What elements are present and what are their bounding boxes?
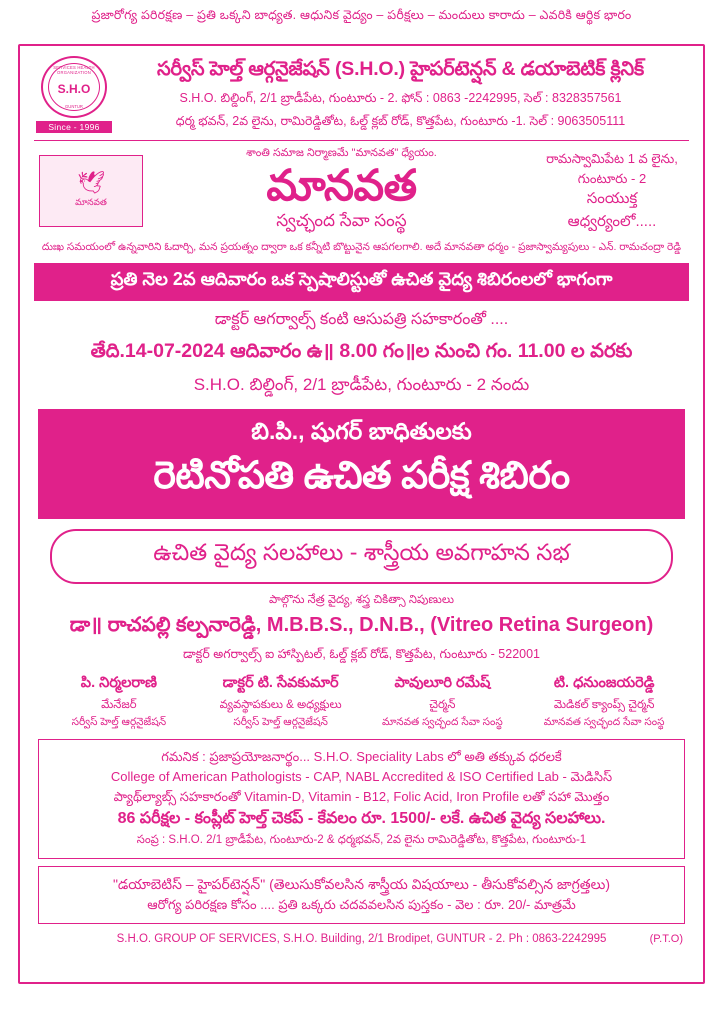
- divider-1: [34, 140, 689, 141]
- dove-icon: 🕊: [77, 170, 105, 196]
- manavata-right-line4: ఆధ్వర్యంలో.....: [567, 212, 657, 230]
- official-org: మానవత స్వచ్ఛంద సేవా సంస్థ: [543, 716, 665, 729]
- sho-since-badge: Since - 1996: [36, 121, 112, 133]
- sho-seal-icon: [41, 56, 107, 118]
- sho-header: [32, 56, 691, 133]
- doctor-name: డా॥ రాచపల్లి కల్పనారెడ్డి, M.B.B.S., D.N.B., (Vitreo Retina Surgeon): [69, 614, 654, 637]
- main-announcement-line2: రెటినోపతి ఉచిత పరీక్ష శిబిరం: [153, 455, 570, 498]
- manavata-title: మానవత: [266, 162, 417, 210]
- official-role: చైర్మన్: [429, 699, 456, 712]
- sho-logo-block: [36, 56, 112, 133]
- official-role: మెడికల్ క్యాంప్స్ చైర్మన్: [553, 699, 655, 712]
- manavata-right-line2: గుంటూరు - 2: [577, 170, 647, 186]
- footer-pto: (P.T.O): [649, 933, 683, 945]
- sho-org-name: సర్వీస్ హెల్త్ ఆర్గనైజేషన్ (S.H.O.) హైపర్‌టెన్షన్ & డయాబెటిక్ క్లినిక్: [157, 58, 644, 80]
- lab-notice-line5: సంప్ర : S.H.O. 2/1 బ్రాడీపేట, గుంటూరు-2 & ధర్మభవన్, 2వ లైను రామిరెడ్డితోట, కొత్తపేట, గుంటూరు-1: [136, 834, 587, 846]
- manavata-center: [146, 147, 537, 235]
- footer-text: S.H.O. GROUP OF SERVICES, S.H.O. Building, 2/1 Brodipet, GUNTUR - 2. Ph : 0863-2242995: [116, 933, 607, 945]
- doctor-hospital: డాక్టర్ అగర్వాల్స్ ఐ హాస్పిటల్, ఓల్డ్ క్లబ్ రోడ్, కొత్తపేట, గుంటూరు - 522001: [182, 647, 541, 662]
- manavata-right-line3: సంయుక్త: [586, 190, 638, 208]
- collaboration-line: డాక్టర్ ఆగర్వాల్స్ కంటి ఆసుపత్రి సహకారంతో ....: [214, 311, 509, 329]
- official-name: డాక్టర్ టి. సేవకుమార్: [222, 675, 339, 692]
- official-org: సర్వీస్ హెల్త్ ఆర్గనైజేషన్: [71, 716, 167, 729]
- book-notice-line1: "డయాబెటిస్ – హైపర్‌టెన్షన్" (తెలుసుకోవలసిన శాస్త్రీయ విషయాలు - తీసుకోవల్సిన జాగ్రత్తలు): [112, 875, 611, 892]
- manavata-subtitle: స్వచ్ఛంద సేవా సంస్థ: [276, 211, 407, 231]
- lab-notice-line1: గమనిక : ప్రజాప్రయోజనార్థం... S.H.O. Speciality Labs లో అతి తక్కువ ధరలకే: [161, 748, 562, 764]
- main-announcement-box: [38, 409, 685, 519]
- seal-bottom-text: GUNTUR: [65, 104, 83, 109]
- main-announcement-line1: బి.పి., షుగర్ బాధితులకు: [251, 418, 472, 445]
- official-card: [200, 675, 362, 730]
- top-tagline: ప్రజారోగ్య పరిరక్షణ – ప్రతి ఒక్కని బాధ్యత. ఆధునిక వైద్యం – పరీక్షలు – మందులు కారాదు – ఎవరికి ఆర్థిక భారం: [91, 8, 632, 22]
- specialist-caption: పాల్గొను నేత్ర వైద్య, శస్త్ర చికిత్సా నిపుణులు: [269, 594, 454, 607]
- official-card: [38, 675, 200, 730]
- official-name: టి. ధనుంజయరెడ్డి: [553, 675, 655, 692]
- event-date-line: తేది.14-07-2024 ఆదివారం ఉ॥ 8.00 గం॥ల నుంచి గం. 11.00 ల వరకు: [90, 340, 633, 363]
- manavata-logo-block: [36, 155, 146, 227]
- event-venue-line: S.H.O. బిల్డింగ్, 2/1 బ్రాడీపేట, గుంటూరు - 2 నందు: [193, 375, 530, 395]
- poster-content: [22, 48, 701, 980]
- seal-monogram: S.H.O: [57, 82, 91, 96]
- seal-top-text: SERVICES HEALTH ORGANIZATION: [53, 65, 95, 75]
- footer-row: [32, 933, 691, 945]
- lab-notice-line4: 86 పరీక్షల - కంప్లీట్ హెల్త్ చెకప్ - కేవలం రూ. 1500/- లకే. ఉచిత వైద్య సలహాలు.: [117, 810, 606, 828]
- official-name: పి. నిర్మలరాణి: [80, 675, 157, 692]
- manavata-header: [32, 147, 691, 235]
- lab-notice-line3: ప్యాథ్‌ల్యాబ్స్ సహకారంతో Vitamin-D, Vitamin - B12, Folic Acid, Iron Profile లతో సహా మొత్తం: [113, 789, 610, 805]
- manavata-logo-label: మానవత: [75, 197, 107, 208]
- official-org: మానవత స్వచ్ఛంద సేవా సంస్థ: [382, 716, 503, 729]
- official-role: వ్యవస్థాపకులు & అధ్యక్షులు: [219, 699, 342, 712]
- official-org: సర్వీస్ హెల్త్ ఆర్గనైజేషన్: [233, 716, 328, 729]
- sho-header-text: [112, 56, 687, 132]
- manavata-right-line1: రామస్వామిపేట 1 వ లైను,: [546, 151, 678, 167]
- lab-notice-line2: College of American Pathologists - CAP, NABL Accredited & ISO Certified Lab - మెడిసిస్: [110, 768, 613, 784]
- official-card: [523, 675, 685, 730]
- manavata-right-block: [537, 149, 687, 233]
- book-notice-line2: ఆరోగ్య పరిరక్షణ కోసం .... ప్రతి ఒక్కరు చదవవలసిన పుస్తకం - వెల : రూ. 20/- మాత్రమే: [147, 897, 576, 913]
- lab-notice-box: [38, 739, 685, 859]
- manavata-motto: శాంతి సమాజ నిర్మాణమే "మానవత" ధ్యేయం.: [246, 147, 437, 159]
- manavata-note: దుఃఖ సమయంలో ఉన్నవారిని ఓదార్చి, మన ప్రయత్నం ద్వారా ఒక కన్నీటి బొట్టునైన ఆపగలగాలి. అదే మానవతా ధర్మం - ప్రజాస్వామ్యపులు - ఎన్. రామచంద్రా రెడ్డి: [41, 241, 682, 254]
- sho-address-2: ధర్మ భవన్, 2వ లైను, రామిరెడ్డితోట, ఓల్డ్ క్లబ్ రోడ్, కొత్తపేట, గుంటూరు -1. సెల్ : 9063505111: [175, 114, 626, 128]
- official-role: మేనేజర్: [101, 699, 137, 712]
- camp-banner: ప్రతి నెల 2వ ఆదివారం ఒక స్పెషాలిస్టుతో ఉచిత వైద్య శిబిరంలలో భాగంగా: [34, 263, 689, 301]
- free-advice-box: ఉచిత వైద్య సలహాలు - శాస్త్రీయ అవగాహన సభ: [50, 529, 673, 584]
- official-name: పావులూరి రమేష్: [394, 675, 491, 692]
- book-notice-box: [38, 866, 685, 924]
- sho-address-1: S.H.O. బిల్డింగ్, 2/1 బ్రాడీపేట, గుంటూరు - 2. ఫోన్ : 0863 -2242995, సెల్ : 8328357561: [179, 91, 622, 105]
- officials-row: [32, 675, 691, 730]
- official-card: [362, 675, 524, 730]
- manavata-logo-icon: [39, 155, 143, 227]
